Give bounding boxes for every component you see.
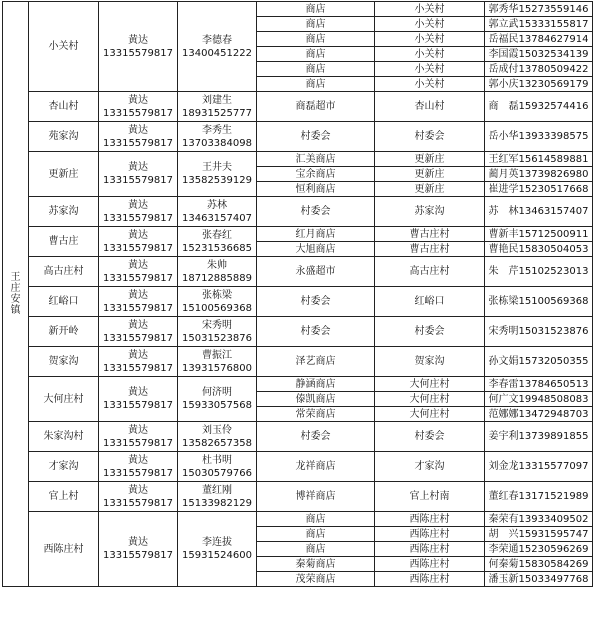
shop-location: 大何庄村 <box>375 407 485 422</box>
table-row <box>3 152 593 167</box>
leader-phone: 13315579817 <box>103 175 173 186</box>
shop-name: 商店 <box>257 17 375 32</box>
village-name: 西陈庄村 <box>29 512 99 587</box>
leader-phone: 13315579817 <box>103 400 173 411</box>
shop-name: 永盛超市 <box>257 257 375 287</box>
contact-name: 苏林 <box>207 199 227 211</box>
leader-phone: 13315579817 <box>103 467 173 479</box>
shop-name: 静涵商店 <box>257 377 375 392</box>
shop-name: 商店 <box>257 77 375 92</box>
contact-phone: 15931524600 <box>182 550 252 561</box>
village-contact <box>178 92 257 122</box>
table-row <box>3 422 593 437</box>
contact-phone: 15133982129 <box>182 497 252 509</box>
shop-name: 商店 <box>257 47 375 62</box>
contact-name: 曹振江 <box>202 349 232 361</box>
table-row <box>3 377 593 392</box>
village-leader <box>99 287 178 317</box>
leader-phone: 13315579817 <box>103 242 173 254</box>
table-row <box>3 92 593 107</box>
shop-contact: 宋秀明15031523876 <box>485 317 593 347</box>
village-contact <box>178 422 257 452</box>
shop-name: 商店 <box>257 512 375 527</box>
contact-name: 董红刚 <box>202 484 232 496</box>
leader-name: 黄达 <box>128 34 148 46</box>
village-leader <box>99 92 178 122</box>
contact-phone: 13582657358 <box>182 437 252 449</box>
contact-name: 宋秀明 <box>202 319 232 331</box>
shop-contact: 朱 芹15102523013 <box>485 257 593 287</box>
contact-name: 李秀生 <box>202 124 232 136</box>
shop-location: 西陈庄村 <box>375 557 485 572</box>
village-leader <box>99 317 178 347</box>
village-contact <box>178 152 257 197</box>
shop-location: 高古庄村 <box>375 257 485 287</box>
shop-contact: 潘玉新15033497768 <box>485 572 593 587</box>
leader-phone: 13315579817 <box>103 47 173 59</box>
shop-name: 商店 <box>257 2 375 17</box>
shop-contact: 岳成付13780509422 <box>485 62 593 77</box>
shop-name: 村委会 <box>257 422 375 452</box>
contact-name: 李连拔 <box>202 537 232 548</box>
village-contact <box>178 452 257 482</box>
village-leader <box>99 482 178 512</box>
shop-contact: 崔进学15230517668 <box>485 182 593 197</box>
shop-contact: 郭秀华15273559146 <box>485 2 593 17</box>
shop-location: 曹古庄村 <box>375 227 485 242</box>
shop-contact: 王红军15614589881 <box>485 152 593 167</box>
shop-name: 村委会 <box>257 197 375 227</box>
shop-name: 傣凯商店 <box>257 392 375 407</box>
village-leader <box>99 512 178 587</box>
shop-name: 龙祥商店 <box>257 452 375 482</box>
leader-phone: 13315579817 <box>103 550 173 561</box>
leader-name: 黄达 <box>128 319 148 331</box>
contact-table <box>2 1 593 587</box>
village-name: 朱家沟村 <box>29 422 99 452</box>
shop-name: 商磊超市 <box>257 92 375 122</box>
village-leader <box>99 227 178 257</box>
shop-name: 恒利商店 <box>257 182 375 197</box>
leader-name: 黄达 <box>128 124 148 136</box>
shop-name: 秦菊商店 <box>257 557 375 572</box>
table-row <box>3 317 593 332</box>
shop-location: 更新庄 <box>375 152 485 167</box>
shop-name: 村委会 <box>257 317 375 347</box>
contact-phone: 15030579766 <box>182 467 252 479</box>
village-leader <box>99 347 178 377</box>
shop-name: 宝余商店 <box>257 167 375 182</box>
town-cell <box>3 2 29 587</box>
contact-name: 朱帅 <box>207 259 227 271</box>
village-name: 苏家沟 <box>29 197 99 227</box>
contact-phone: 13582539129 <box>182 175 252 186</box>
leader-phone: 13315579817 <box>103 272 173 284</box>
village-leader <box>99 152 178 197</box>
shop-contact: 范娜娜13472948703 <box>485 407 593 422</box>
shop-name: 村委会 <box>257 287 375 317</box>
table-row <box>3 347 593 362</box>
contact-name: 刘玉伶 <box>202 424 232 436</box>
village-contact <box>178 227 257 257</box>
village-name: 才家沟 <box>29 452 99 482</box>
table-row <box>3 287 593 302</box>
shop-name: 村委会 <box>257 122 375 152</box>
shop-name: 商店 <box>257 32 375 47</box>
contact-phone: 13703384098 <box>182 137 252 149</box>
shop-contact: 岳福民13784627914 <box>485 32 593 47</box>
village-contact <box>178 122 257 152</box>
village-contact <box>178 512 257 587</box>
village-leader <box>99 257 178 287</box>
village-name: 贺家沟 <box>29 347 99 377</box>
village-name: 高古庄村 <box>29 257 99 287</box>
leader-phone: 13315579817 <box>103 497 173 509</box>
shop-location: 村委会 <box>375 422 485 452</box>
shop-contact: 何秦菊15830584269 <box>485 557 593 572</box>
shop-location: 小关村 <box>375 17 485 32</box>
shop-contact: 董红春13171521989 <box>485 482 593 512</box>
shop-contact: 张栋梁15100569368 <box>485 287 593 317</box>
village-leader <box>99 377 178 422</box>
leader-name: 黄达 <box>128 454 148 466</box>
contact-name: 张栋梁 <box>202 289 232 301</box>
contact-phone: 15933057568 <box>182 400 252 411</box>
shop-contact: 刘金龙13315577097 <box>485 452 593 482</box>
table-row <box>3 482 593 497</box>
shop-location: 大何庄村 <box>375 377 485 392</box>
table-row <box>3 452 593 467</box>
shop-location: 杏山村 <box>375 92 485 122</box>
village-contact <box>178 197 257 227</box>
shop-contact: 胡 兴15931595747 <box>485 527 593 542</box>
shop-contact: 孙文娟15732050355 <box>485 347 593 377</box>
leader-name: 黄达 <box>128 424 148 436</box>
leader-name: 黄达 <box>128 289 148 301</box>
contact-name: 王井夫 <box>202 162 232 173</box>
shop-contact: 姜宇利13739891855 <box>485 422 593 452</box>
shop-name: 茂荣商店 <box>257 572 375 587</box>
shop-location: 更新庄 <box>375 167 485 182</box>
shop-location: 贺家沟 <box>375 347 485 377</box>
contact-phone: 15031523876 <box>182 332 252 344</box>
table-row <box>3 197 593 212</box>
village-contact <box>178 287 257 317</box>
shop-contact: 李荣通15230596269 <box>485 542 593 557</box>
leader-name: 黄达 <box>128 229 148 241</box>
shop-contact: 郭小庆13230569179 <box>485 77 593 92</box>
shop-location: 西陈庄村 <box>375 512 485 527</box>
shop-location: 西陈庄村 <box>375 542 485 557</box>
contact-phone: 13931576800 <box>182 362 252 374</box>
town-name: 王庄安镇 <box>10 272 21 316</box>
table-row <box>3 2 593 17</box>
shop-name: 泽艺商店 <box>257 347 375 377</box>
village-contact <box>178 482 257 512</box>
contact-name: 杜书明 <box>202 454 232 466</box>
village-name: 更新庄 <box>29 152 99 197</box>
village-contact <box>178 257 257 287</box>
shop-contact: 苏 林13463157407 <box>485 197 593 227</box>
village-contact <box>178 317 257 347</box>
leader-phone: 13315579817 <box>103 302 173 314</box>
contact-name: 何济明 <box>202 387 232 398</box>
village-contact <box>178 347 257 377</box>
village-leader <box>99 422 178 452</box>
table-row <box>3 227 593 242</box>
table-row <box>3 122 593 137</box>
shop-name: 常荣商店 <box>257 407 375 422</box>
leader-phone: 13315579817 <box>103 107 173 119</box>
village-contact <box>178 2 257 92</box>
shop-location: 红峪口 <box>375 287 485 317</box>
shop-name: 大旭商店 <box>257 242 375 257</box>
village-name: 苑家沟 <box>29 122 99 152</box>
shop-contact: 商 磊15932574416 <box>485 92 593 122</box>
contact-phone: 15231536685 <box>182 242 252 254</box>
village-leader <box>99 452 178 482</box>
village-name: 小关村 <box>29 2 99 92</box>
leader-name: 黄达 <box>128 537 148 548</box>
contact-phone: 13463157407 <box>182 212 252 224</box>
leader-phone: 13315579817 <box>103 137 173 149</box>
leader-name: 黄达 <box>128 349 148 361</box>
leader-name: 黄达 <box>128 162 148 173</box>
contact-phone: 18712885889 <box>182 272 252 284</box>
contact-phone: 15100569368 <box>182 302 252 314</box>
shop-location: 大何庄村 <box>375 392 485 407</box>
shop-location: 官上村南 <box>375 482 485 512</box>
table-row <box>3 512 593 527</box>
shop-contact: 曹艳民15830504053 <box>485 242 593 257</box>
leader-name: 黄达 <box>128 484 148 496</box>
shop-contact: 岳小华13933398575 <box>485 122 593 152</box>
shop-name: 商店 <box>257 527 375 542</box>
shop-location: 苏家沟 <box>375 197 485 227</box>
village-name: 官上村 <box>29 482 99 512</box>
table-row <box>3 257 593 272</box>
shop-contact: 曹新丰15712500911 <box>485 227 593 242</box>
shop-name: 汇美商店 <box>257 152 375 167</box>
village-leader <box>99 122 178 152</box>
contact-name: 刘建生 <box>202 94 232 106</box>
shop-contact: 秦荣有13933409502 <box>485 512 593 527</box>
shop-location: 小关村 <box>375 77 485 92</box>
shop-contact: 郭立武15333155817 <box>485 17 593 32</box>
leader-name: 黄达 <box>128 259 148 271</box>
village-contact <box>178 377 257 422</box>
shop-contact: 蔺月英13739826980 <box>485 167 593 182</box>
shop-contact: 李国霞15032534139 <box>485 47 593 62</box>
shop-location: 西陈庄村 <box>375 527 485 542</box>
village-name: 新开岭 <box>29 317 99 347</box>
shop-location: 才家沟 <box>375 452 485 482</box>
shop-name: 商店 <box>257 62 375 77</box>
shop-contact: 何广文19948508083 <box>485 392 593 407</box>
shop-contact: 李春雷13784650513 <box>485 377 593 392</box>
village-name: 红峪口 <box>29 287 99 317</box>
shop-location: 小关村 <box>375 2 485 17</box>
contact-name: 张春红 <box>202 229 232 241</box>
leader-phone: 13315579817 <box>103 437 173 449</box>
village-name: 曹古庄 <box>29 227 99 257</box>
shop-location: 村委会 <box>375 122 485 152</box>
contact-phone: 18931525777 <box>182 107 252 119</box>
shop-location: 村委会 <box>375 317 485 347</box>
shop-name: 红月商店 <box>257 227 375 242</box>
shop-name: 商店 <box>257 542 375 557</box>
leader-phone: 13315579817 <box>103 212 173 224</box>
leader-name: 黄达 <box>128 94 148 106</box>
contact-phone: 13400451222 <box>182 47 252 59</box>
shop-location: 更新庄 <box>375 182 485 197</box>
shop-location: 小关村 <box>375 62 485 77</box>
contact-name: 李德春 <box>202 34 232 46</box>
shop-location: 曹古庄村 <box>375 242 485 257</box>
village-leader <box>99 2 178 92</box>
village-leader <box>99 197 178 227</box>
leader-phone: 13315579817 <box>103 362 173 374</box>
shop-location: 西陈庄村 <box>375 572 485 587</box>
village-name: 大何庄村 <box>29 377 99 422</box>
shop-location: 小关村 <box>375 47 485 62</box>
shop-location: 小关村 <box>375 32 485 47</box>
leader-phone: 13315579817 <box>103 332 173 344</box>
shop-name: 博祥商店 <box>257 482 375 512</box>
village-name: 杏山村 <box>29 92 99 122</box>
leader-name: 黄达 <box>128 387 148 398</box>
leader-name: 黄达 <box>128 199 148 211</box>
